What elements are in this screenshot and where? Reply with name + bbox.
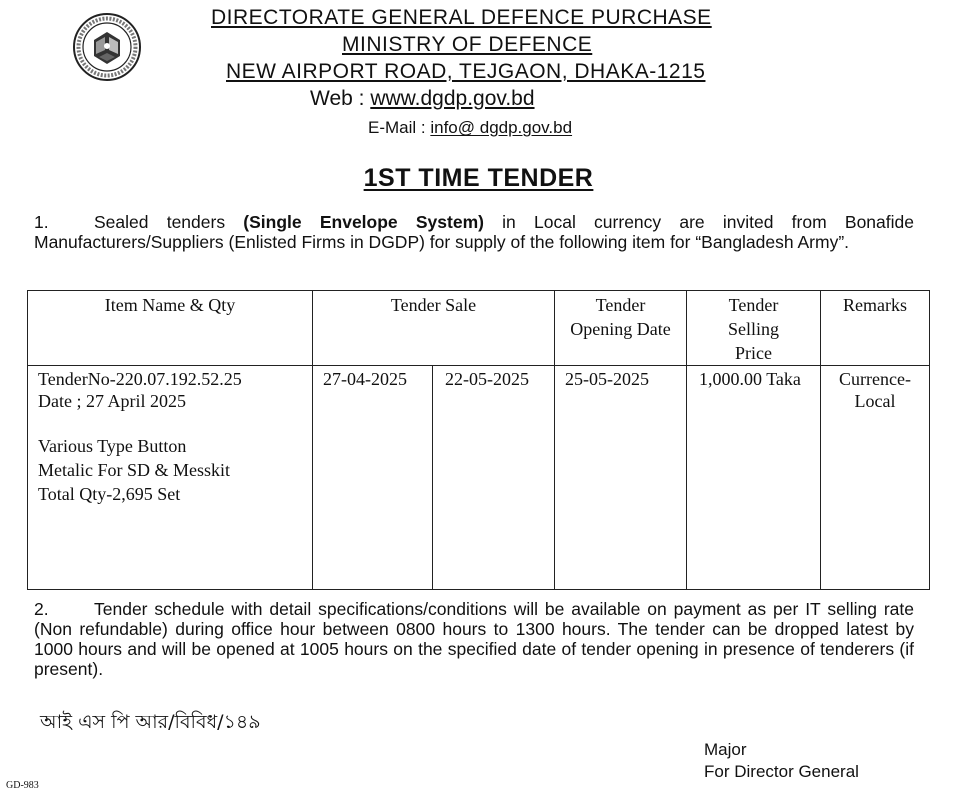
header-remarks: Remarks [821,291,930,366]
table-header-row [28,291,930,366]
email-link[interactable]: info@ dgdp.gov.bd [430,118,573,137]
header-item: Item Name & Qty [28,291,313,366]
remarks-line-2: Local [854,391,896,411]
email-label: E-Mail : [368,118,431,137]
tender-table [27,290,930,590]
item-quantity: Total Qty-2,695 Set [38,484,181,504]
header-web [310,87,535,111]
table-row [28,366,930,590]
header-email [368,118,572,138]
footer-code: GD-983 [6,780,39,791]
tender-number: TenderNo-220.07.192.52.25 [38,369,242,389]
tender-date: Date ; 27 April 2025 [38,391,186,411]
paragraph-1-text-a: Sealed tenders [94,212,244,232]
reference-number-bengali: আই এস পি আর/বিবিধ/১৪৯ [40,711,261,733]
web-link[interactable]: www.dgdp.gov.bd [370,87,535,110]
cell-sale-from [313,366,433,590]
paragraph-2 [34,599,914,679]
sale-from-date: 27-04-2025 [323,369,407,389]
paragraph-1-number: 1. [34,212,49,232]
item-description-2: Metalic For SD & Messkit [38,460,230,480]
signatory-designation: For Director General [704,762,859,781]
signatory-rank: Major [704,740,747,759]
opening-date: 25-05-2025 [565,369,650,389]
paragraph-2-text: Tender schedule with detail specifications/conditions will be available on payment as per IT selling rate (Non refundable) during office hour between 0800 hours to 1300 hours. The tender can be dropped latest by 1000 hours and will be opened at 1005 hours on the specified date of tender opening in presence of tenderers (if present). [34,599,914,679]
dgdp-seal-logo [72,12,142,82]
cell-sale-to [433,366,555,590]
header-tender-sale: Tender Sale [313,291,555,366]
header-ministry: MINISTRY OF DEFENCE [342,33,593,56]
tender-title: 1ST TIME TENDER [363,164,594,192]
paragraph-2-number: 2. [34,599,49,619]
header-address: NEW AIRPORT ROAD, TEJGAON, DHAKA-1215 [226,60,706,83]
remarks-line-1: Currence- [839,369,911,389]
header-selling-price: Tender Selling Price [687,291,821,366]
cell-opening [555,366,687,590]
paragraph-1 [34,212,914,252]
header-opening-date: Tender Opening Date [555,291,687,366]
selling-price: 1,000.00 Taka [699,369,801,389]
paragraph-1-bold: (Single Envelope System) [243,212,484,232]
sale-to-date: 22-05-2025 [445,369,529,389]
cell-remarks [821,366,930,590]
web-label: Web : [310,87,371,110]
cell-price [687,366,821,590]
header-directorate: DIRECTORATE GENERAL DEFENCE PURCHASE [211,6,712,29]
item-description-1: Various Type Button [38,436,187,456]
cell-item [28,366,313,590]
paragraph-1-text-b: in Local currency are invited from Bonafide Manufacturers/Suppliers (Enlisted Firms in DGDP) for supply of the following item for “Bangladesh Army”. [34,212,914,252]
